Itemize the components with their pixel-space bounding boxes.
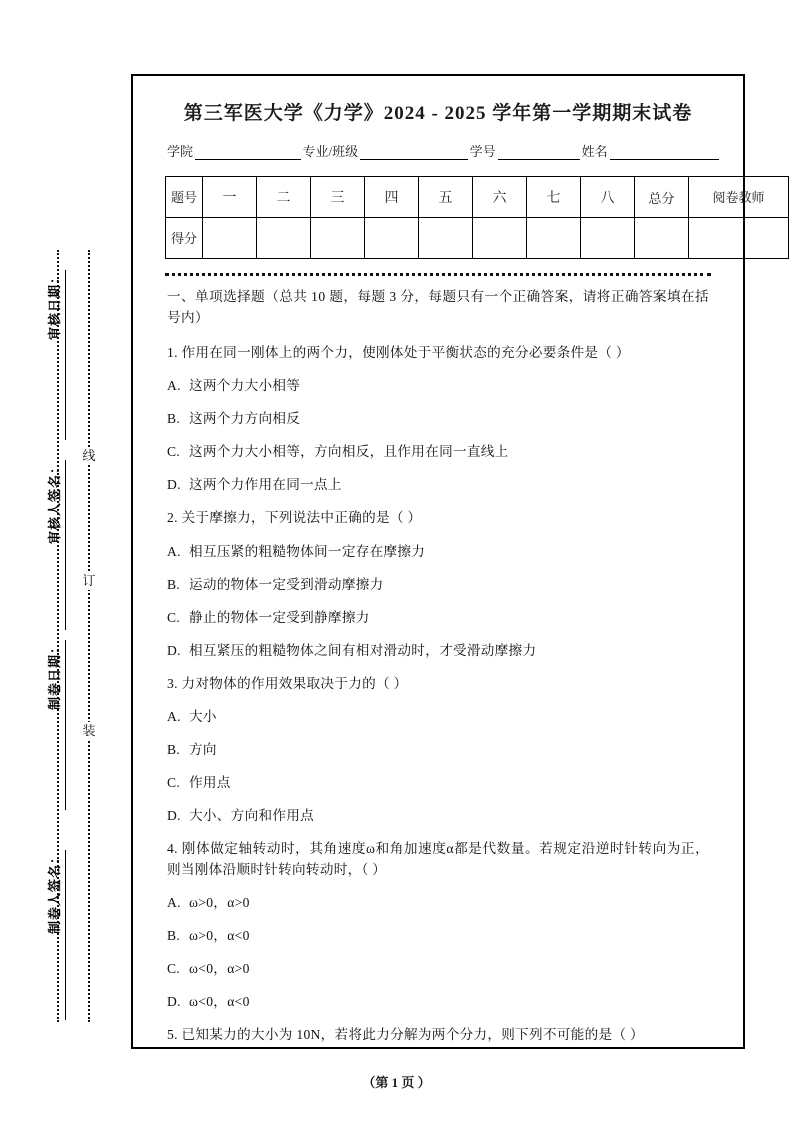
- student-info-row: [149, 141, 727, 160]
- page-number-footer: （第 1 页 ）: [362, 1075, 431, 1090]
- option-text: ω>0，α<0: [189, 928, 250, 944]
- seam-label-line: 线: [79, 447, 99, 465]
- option-text: ω>0，α>0: [189, 895, 250, 911]
- question-stem-1: 1. 作用在同一刚体上的两个力，使刚体处于平衡状态的充分必要条件是（ ）: [167, 345, 630, 361]
- college-input[interactable]: [195, 145, 300, 160]
- margin-review-date-label: 审核日期：: [44, 270, 66, 440]
- student-id-label: 学号: [469, 144, 496, 159]
- question-4-option-c[interactable]: [167, 958, 709, 979]
- option-key: A.: [167, 708, 181, 724]
- row-header-question: 题号: [166, 177, 203, 218]
- option-key: C.: [167, 774, 181, 790]
- option-key: D.: [167, 808, 181, 823]
- major-class-label: 专业/班级: [302, 144, 359, 159]
- option-key: D.: [167, 477, 181, 493]
- question-2-option-c[interactable]: [167, 607, 709, 628]
- question-1-option-d[interactable]: [167, 474, 709, 495]
- option-key: B.: [167, 411, 181, 427]
- option-key: A.: [167, 378, 181, 394]
- row-header-score: 得分: [166, 218, 203, 259]
- score-cell-7[interactable]: [527, 218, 581, 259]
- option-text: 这两个力方向相反: [189, 411, 301, 427]
- question-1-option-a[interactable]: [167, 375, 709, 396]
- score-cell-2[interactable]: [257, 218, 311, 259]
- margin-maker-signature-label: 制卷人签名：: [44, 850, 66, 1020]
- col-header-5: 五: [419, 177, 473, 218]
- option-text: ω<0，α<0: [189, 994, 250, 1010]
- table-row-scores: [166, 218, 789, 259]
- score-cell-3[interactable]: [311, 218, 365, 259]
- section-divider: [165, 273, 711, 276]
- option-text: 作用点: [189, 774, 231, 790]
- col-header-1: 一: [203, 177, 257, 218]
- col-header-6: 六: [473, 177, 527, 218]
- option-text: 这两个力大小相等，方向相反，且作用在同一直线上: [189, 444, 509, 460]
- question-2-option-b[interactable]: [167, 574, 709, 595]
- student-name-label: 姓名: [581, 144, 608, 159]
- question-stem-5: 5. 已知某力的大小为 10N，若将此力分解为两个分力，则下列不可能的是（ ）: [167, 1027, 644, 1043]
- question-stem-3: 3. 力对物体的作用效果取决于力的（ ）: [167, 675, 408, 691]
- score-cell-6[interactable]: [473, 218, 527, 259]
- col-header-total: 总分: [635, 177, 689, 218]
- exam-content: [149, 286, 727, 1046]
- col-header-2: 二: [257, 177, 311, 218]
- college-label: 学院: [167, 144, 194, 159]
- question-3-option-c[interactable]: [167, 772, 709, 793]
- student-name-input[interactable]: [610, 145, 719, 160]
- question-3-option-d[interactable]: [167, 805, 709, 826]
- left-margin-strip: [0, 0, 131, 1122]
- option-key: B.: [167, 576, 181, 592]
- exam-paper-body: [131, 74, 765, 1049]
- option-key: D.: [167, 994, 181, 1010]
- question-stem-4: 4. 刚体做定轴转动时，其角速度ω和角加速度α都是代数量。若规定沿逆时针转向为正，则当刚体沿顺时针转向转动时，（ ）: [167, 841, 709, 878]
- page-title: 第三军医大学《力学》2024 - 2025 学年第一学期期末试卷: [183, 103, 693, 124]
- option-key: B.: [167, 928, 181, 944]
- table-row-question-numbers: [166, 177, 789, 218]
- score-cell-5[interactable]: [419, 218, 473, 259]
- score-cell-4[interactable]: [365, 218, 419, 259]
- score-table: [165, 176, 789, 259]
- option-text: 大小: [189, 708, 217, 724]
- binding-dashed-line-inner: [88, 250, 90, 1022]
- option-text: 方向: [189, 741, 217, 757]
- option-key: C.: [167, 961, 181, 977]
- option-key: A.: [167, 543, 181, 559]
- option-text: 这两个力大小相等: [189, 378, 301, 394]
- question-4-option-a[interactable]: [167, 892, 709, 913]
- option-text: ω<0，α>0: [189, 961, 250, 977]
- score-cell-teacher[interactable]: [689, 218, 789, 259]
- option-key: C.: [167, 609, 181, 625]
- question-4-option-d[interactable]: [167, 991, 709, 1012]
- question-1-option-b[interactable]: [167, 408, 709, 429]
- question-3-option-b[interactable]: [167, 739, 709, 760]
- option-text: 相互压紧的粗糙物体间一定存在摩擦力: [189, 543, 426, 559]
- section-heading: 一、单项选择题（总共 10 题，每题 3 分，每题只有一个正确答案，请将正确答案填在括号内）: [167, 289, 709, 326]
- margin-reviewer-signature-label: 审核人签名：: [44, 460, 66, 630]
- option-key: A.: [167, 895, 181, 911]
- question-2-option-d[interactable]: [167, 640, 709, 661]
- col-header-teacher: 阅卷教师: [689, 177, 789, 218]
- col-header-3: 三: [311, 177, 365, 218]
- option-text: 相互紧压的粗糙物体之间有相对滑动时，才受滑动摩擦力: [189, 642, 537, 658]
- option-key: D.: [167, 642, 181, 658]
- col-header-4: 四: [365, 177, 419, 218]
- col-header-7: 七: [527, 177, 581, 218]
- score-cell-1[interactable]: [203, 218, 257, 259]
- option-text: 大小、方向和作用点: [189, 808, 315, 823]
- score-cell-total[interactable]: [635, 218, 689, 259]
- question-stem-2: 2. 关于摩擦力，下列说法中正确的是（ ）: [167, 510, 422, 526]
- question-3-option-a[interactable]: [167, 706, 709, 727]
- seam-label-bind: 订: [79, 572, 99, 590]
- option-text: 运动的物体一定受到滑动摩擦力: [189, 576, 384, 592]
- option-text: 这两个力作用在同一点上: [189, 477, 342, 493]
- option-key: B.: [167, 741, 181, 757]
- score-cell-8[interactable]: [581, 218, 635, 259]
- margin-maker-date-label: 制卷日期：: [44, 640, 66, 810]
- seam-label-wrap: 装: [79, 722, 99, 740]
- student-id-input[interactable]: [498, 145, 580, 160]
- option-key: C.: [167, 444, 181, 460]
- question-1-option-c[interactable]: [167, 441, 709, 462]
- question-4-option-b[interactable]: [167, 925, 709, 946]
- major-class-input[interactable]: [360, 145, 467, 160]
- question-2-option-a[interactable]: [167, 541, 709, 562]
- option-text: 静止的物体一定受到静摩擦力: [189, 609, 370, 625]
- col-header-8: 八: [581, 177, 635, 218]
